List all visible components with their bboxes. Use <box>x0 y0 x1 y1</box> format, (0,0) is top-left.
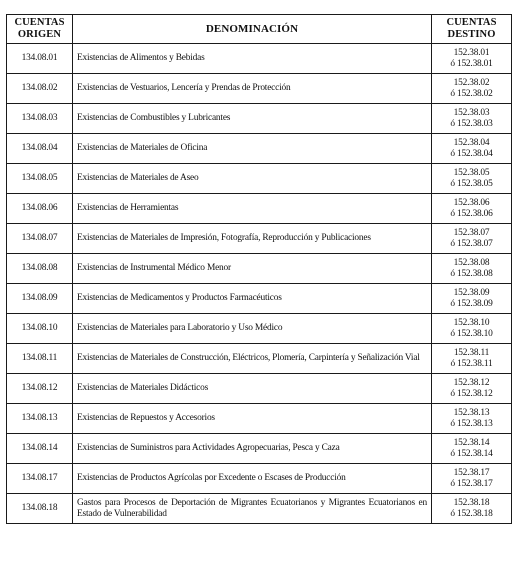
destino-line-2: ó 152.38.12 <box>450 388 493 399</box>
destino-line-2: ó 152.38.17 <box>450 478 493 489</box>
destino-line-1: 152.38.13 <box>453 407 490 418</box>
header-destino-line1: CUENTAS <box>446 17 497 28</box>
table-row <box>7 464 512 494</box>
destino-line-2: ó 152.38.01 <box>450 58 493 69</box>
header-cuentas-origen <box>7 15 73 44</box>
cell-origen: 134.08.03 <box>7 104 73 134</box>
cell-destino <box>432 44 512 74</box>
table-row <box>7 164 512 194</box>
destino-line-1: 152.38.04 <box>453 137 490 148</box>
destino-line-1: 152.38.17 <box>453 467 490 478</box>
header-destino-line2: DESTINO <box>447 29 496 40</box>
table-row <box>7 434 512 464</box>
destino-line-1: 152.38.03 <box>453 107 490 118</box>
cell-destino <box>432 74 512 104</box>
destino-line-1: 152.38.01 <box>453 47 490 58</box>
cell-origen: 134.08.18 <box>7 494 73 524</box>
destino-line-1: 152.38.18 <box>453 497 490 508</box>
cell-denominacion: Existencias de Medicamentos y Productos Farmacéuticos <box>73 284 432 314</box>
destino-line-2: ó 152.38.13 <box>450 418 493 429</box>
table-header-row <box>7 15 512 44</box>
cell-denominacion: Existencias de Combustibles y Lubricantes <box>73 104 432 134</box>
destino-line-1: 152.38.10 <box>453 317 490 328</box>
destino-line-2: ó 152.38.07 <box>450 238 493 249</box>
cell-origen: 134.08.02 <box>7 74 73 104</box>
cell-destino <box>432 344 512 374</box>
cell-denominacion: Existencias de Alimentos y Bebidas <box>73 44 432 74</box>
cell-denominacion: Existencias de Materiales de Aseo <box>73 164 432 194</box>
destino-line-2: ó 152.38.04 <box>450 148 493 159</box>
destino-line-1: 152.38.05 <box>453 167 490 178</box>
cell-destino <box>432 494 512 524</box>
destino-line-1: 152.38.07 <box>453 227 490 238</box>
table-row <box>7 134 512 164</box>
cell-destino <box>432 194 512 224</box>
cell-denominacion: Existencias de Materiales para Laboratorio y Uso Médico <box>73 314 432 344</box>
cell-denominacion: Existencias de Materiales Didácticos <box>73 374 432 404</box>
destino-line-1: 152.38.09 <box>453 287 490 298</box>
cell-denominacion: Existencias de Materiales de Construcción, Eléctricos, Plomería, Carpintería y Señalización Vial <box>73 344 432 374</box>
table-row <box>7 254 512 284</box>
header-origen-line2: ORIGEN <box>17 29 62 40</box>
destino-line-1: 152.38.02 <box>453 77 490 88</box>
destino-line-2: ó 152.38.06 <box>450 208 493 219</box>
destino-line-2: ó 152.38.02 <box>450 88 493 99</box>
destino-line-2: ó 152.38.09 <box>450 298 493 309</box>
table-row <box>7 374 512 404</box>
cell-denominacion: Existencias de Productos Agrícolas por Excedente o Escases de Producción <box>73 464 432 494</box>
destino-line-2: ó 152.38.10 <box>450 328 493 339</box>
cell-origen: 134.08.17 <box>7 464 73 494</box>
cell-denominacion: Existencias de Instrumental Médico Menor <box>73 254 432 284</box>
table-row <box>7 104 512 134</box>
cell-destino <box>432 104 512 134</box>
cell-denominacion: Gastos para Procesos de Deportación de Migrantes Ecuatorianos y Migrantes Ecuatorianos en Estado de Vulnerabilidad <box>73 494 432 524</box>
destino-line-2: ó 152.38.11 <box>450 358 493 369</box>
destino-line-1: 152.38.14 <box>453 437 490 448</box>
cell-destino <box>432 434 512 464</box>
destino-line-1: 152.38.06 <box>453 197 490 208</box>
cell-destino <box>432 404 512 434</box>
table-row <box>7 404 512 434</box>
cell-origen: 134.08.11 <box>7 344 73 374</box>
cell-denominacion: Existencias de Herramientas <box>73 194 432 224</box>
table-row <box>7 314 512 344</box>
cell-origen: 134.08.07 <box>7 224 73 254</box>
cell-origen: 134.08.10 <box>7 314 73 344</box>
destino-line-2: ó 152.38.05 <box>450 178 493 189</box>
cell-denominacion: Existencias de Vestuarios, Lencería y Prendas de Protección <box>73 74 432 104</box>
header-cuentas-destino <box>432 15 512 44</box>
cell-destino <box>432 164 512 194</box>
cell-origen: 134.08.13 <box>7 404 73 434</box>
table-row <box>7 344 512 374</box>
destino-line-1: 152.38.12 <box>453 377 490 388</box>
cell-origen: 134.08.04 <box>7 134 73 164</box>
destino-line-2: ó 152.38.08 <box>450 268 493 279</box>
destino-line-1: 152.38.11 <box>453 347 490 358</box>
table-row <box>7 284 512 314</box>
cell-origen: 134.08.08 <box>7 254 73 284</box>
destino-line-2: ó 152.38.03 <box>450 118 493 129</box>
header-denominacion: DENOMINACIÓN <box>73 15 432 44</box>
cell-origen: 134.08.12 <box>7 374 73 404</box>
table-row <box>7 194 512 224</box>
cell-destino <box>432 284 512 314</box>
accounts-table-container <box>6 14 511 524</box>
cell-destino <box>432 224 512 254</box>
table-row <box>7 494 512 524</box>
cell-denominacion: Existencias de Materiales de Oficina <box>73 134 432 164</box>
cell-denominacion: Existencias de Suministros para Actividades Agropecuarias, Pesca y Caza <box>73 434 432 464</box>
cell-origen: 134.08.06 <box>7 194 73 224</box>
accounts-table <box>6 14 512 524</box>
cell-destino <box>432 314 512 344</box>
destino-line-2: ó 152.38.18 <box>450 508 493 519</box>
header-origen-line1: CUENTAS <box>14 17 65 28</box>
cell-destino <box>432 254 512 284</box>
destino-line-1: 152.38.08 <box>453 257 490 268</box>
table-row <box>7 44 512 74</box>
table-row <box>7 224 512 254</box>
cell-denominacion: Existencias de Repuestos y Accesorios <box>73 404 432 434</box>
cell-denominacion: Existencias de Materiales de Impresión, Fotografía, Reproducción y Publicaciones <box>73 224 432 254</box>
cell-origen: 134.08.09 <box>7 284 73 314</box>
destino-line-2: ó 152.38.14 <box>450 448 493 459</box>
cell-destino <box>432 464 512 494</box>
cell-destino <box>432 374 512 404</box>
table-row <box>7 74 512 104</box>
cell-origen: 134.08.05 <box>7 164 73 194</box>
cell-origen: 134.08.14 <box>7 434 73 464</box>
cell-destino <box>432 134 512 164</box>
cell-origen: 134.08.01 <box>7 44 73 74</box>
